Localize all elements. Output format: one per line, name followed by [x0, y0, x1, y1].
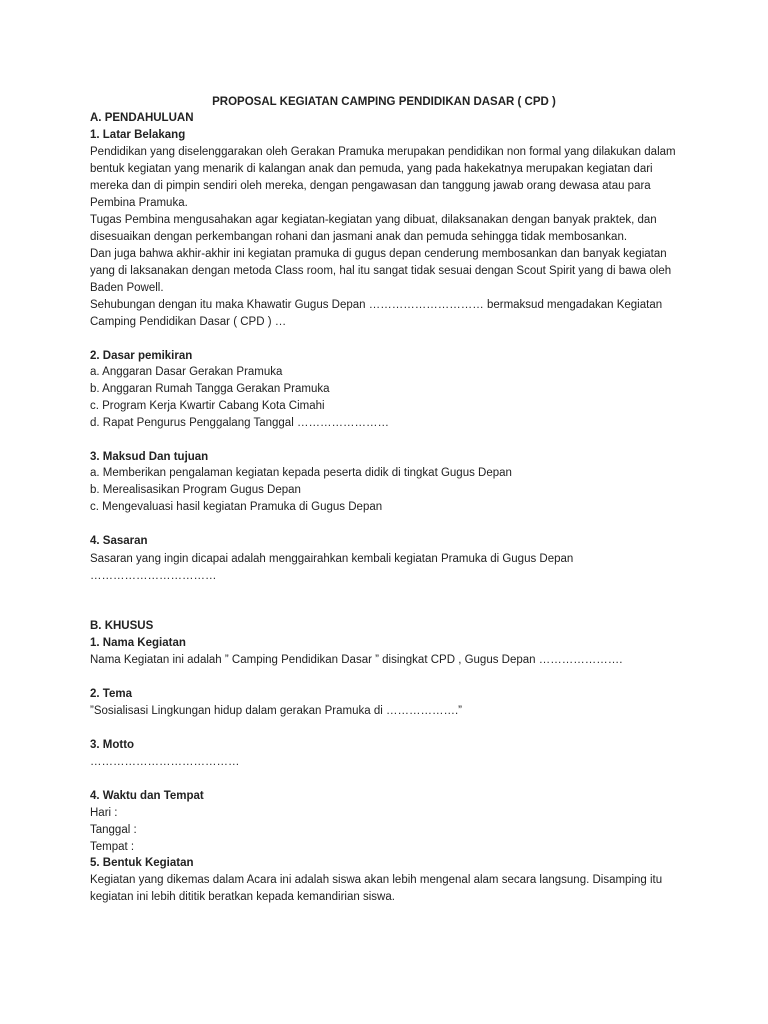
dasar-list-item: a. Anggaran Dasar Gerakan Pramuka: [90, 366, 283, 378]
latar-paragraph-line: mereka dan di pimpin sendiri oleh mereka, dengan pengawasan dan tanggung jawab orang dewasa atau para: [90, 180, 651, 192]
latar-paragraph-line: Tugas Pembina mengusahakan agar kegiatan-kegiatan yang dibuat, dilaksanakan dengan banyak praktek, dan: [90, 214, 657, 226]
bentuk-line: kegiatan ini lebih dititik beratkan kepada kemandirian siswa.: [90, 891, 395, 903]
latar-paragraph-line: Pendidikan yang diselenggarakan oleh Gerakan Pramuka merupakan pendidikan non formal yang dilakukan dalam: [90, 146, 676, 158]
sasaran-line: ……………………………: [90, 570, 217, 582]
tema-text: ”Sosialisasi Lingkungan hidup dalam gerakan Pramuka di ……………….”: [90, 705, 463, 717]
latar-paragraph-line: Camping Pendidikan Dasar ( CPD ) …: [90, 316, 287, 328]
dasar-list-item: b. Anggaran Rumah Tangga Gerakan Pramuka: [90, 383, 330, 395]
tema-heading: 2. Tema: [90, 688, 132, 700]
waktu-item: Hari :: [90, 807, 118, 819]
document-title: PROPOSAL KEGIATAN CAMPING PENDIDIKAN DASAR ( CPD ): [212, 96, 556, 108]
bentuk-kegiatan-heading: 5. Bentuk Kegiatan: [90, 857, 194, 869]
latar-paragraph-line: yang di laksanakan dengan metoda Class room, hal itu sangat tidak sesuai dengan Scout Spirit yang di bawa oleh: [90, 265, 672, 277]
dasar-list-item: c. Program Kerja Kwartir Cabang Kota Cimahi: [90, 400, 325, 412]
dasar-list-item: d. Rapat Pengurus Penggalang Tanggal ……………………: [90, 417, 389, 429]
maksud-list-item: c. Mengevaluasi hasil kegiatan Pramuka di Gugus Depan: [90, 501, 383, 513]
sasaran-line: Sasaran yang ingin dicapai adalah menggairahkan kembali kegiatan Pramuka di Gugus Depan: [90, 553, 574, 565]
motto-text: …………………………………: [90, 756, 240, 768]
maksud-list-item: a. Memberikan pengalaman kegiatan kepada peserta didik di tingkat Gugus Depan: [90, 467, 512, 479]
latar-paragraph-line: Sehubungan dengan itu maka Khawatir Gugus Depan ………………………… bermaksud mengadakan Kegiatan: [90, 299, 663, 311]
latar-paragraph-line: Dan juga bahwa akhir-akhir ini kegiatan pramuka di gugus depan cenderung membosankan dan banyak kegiatan: [90, 248, 667, 260]
nama-kegiatan-text: Nama Kegiatan ini adalah ” Camping Pendidikan Dasar ” disingkat CPD , Gugus Depan ………………….: [90, 654, 623, 666]
nama-kegiatan-heading: 1. Nama Kegiatan: [90, 637, 186, 649]
maksud-list-item: b. Merealisasikan Program Gugus Depan: [90, 484, 301, 496]
section-a-heading: A. PENDAHULUAN: [90, 112, 194, 124]
waktu-item: Tempat :: [90, 841, 135, 853]
latar-paragraph-line: bentuk kegiatan yang menarik di kalangan anak dan pemuda, yang pada hakekatnya merupakan kegiatan dari: [90, 163, 653, 175]
dasar-pemikiran-heading: 2. Dasar pemikiran: [90, 350, 193, 362]
motto-heading: 3. Motto: [90, 739, 135, 751]
maksud-tujuan-heading: 3. Maksud Dan tujuan: [90, 451, 209, 463]
waktu-tempat-heading: 4. Waktu dan Tempat: [90, 790, 204, 802]
latar-belakang-heading: 1. Latar Belakang: [90, 129, 186, 141]
section-b-heading: B. KHUSUS: [90, 620, 154, 632]
latar-paragraph-line: Pembina Pramuka.: [90, 197, 188, 209]
waktu-item: Tanggal :: [90, 824, 137, 836]
latar-paragraph-line: disesuaikan dengan perkembangan rohani dan jasmani anak dan pemuda sehingga tidak membosankan.: [90, 231, 628, 243]
bentuk-line: Kegiatan yang dikemas dalam Acara ini adalah siswa akan lebih mengenal alam secara langsung. Disamping itu: [90, 874, 663, 886]
sasaran-heading: 4. Sasaran: [90, 535, 148, 547]
latar-paragraph-line: Baden Powell.: [90, 282, 164, 294]
